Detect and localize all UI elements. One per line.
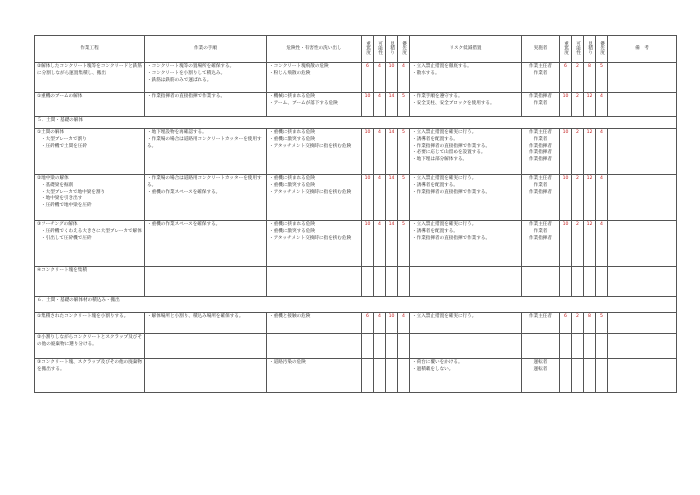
hazard-cell	[267, 221, 362, 267]
implementer-line: 作業者	[533, 100, 548, 106]
table-row	[35, 267, 677, 297]
hazard-cell	[267, 175, 362, 221]
measures-line: ・必要に応じて山留めを設置する。	[412, 150, 486, 156]
process-line: ①集積されたコンクリート塊を小割りする。	[37, 314, 129, 319]
hazard-line: ・重機に挟まれる危険	[269, 176, 315, 181]
measures-cell	[410, 267, 522, 297]
process-line: ・基礎梁を掘削	[41, 182, 74, 188]
remarks-cell	[608, 334, 677, 359]
process-cell	[35, 267, 145, 297]
measures-cell	[410, 359, 522, 393]
process-cell	[35, 129, 145, 175]
remarks-cell	[608, 359, 677, 393]
after-severity-cell: 6	[560, 63, 572, 93]
after-severity-cell: 10	[560, 175, 572, 221]
col-work-process: 作業工程	[35, 36, 145, 63]
likelihood-cell: 4	[374, 313, 386, 334]
implementer-line: 作業指揮者	[529, 143, 552, 149]
table-row	[35, 63, 677, 93]
hazard-line: ・粉じん飛散の危険	[269, 70, 311, 76]
section-title: ６．土間・基礎の解体材の積込み・搬出	[35, 297, 677, 313]
after-estimate-cell: 8	[584, 313, 596, 334]
remarks-cell	[608, 63, 677, 93]
col-severity: 重篤度	[362, 36, 374, 63]
after-estimate-cell: 12	[584, 175, 596, 221]
measures-cell	[410, 93, 522, 117]
severity-cell: 6	[362, 63, 374, 93]
process-line: ②小割りしながらコンクリートとスクラップ及びその他の廃棄物に選り分ける。	[37, 335, 142, 347]
after-estimate-cell	[584, 334, 596, 359]
implementer-cell	[522, 359, 560, 393]
after-likelihood-cell: 2	[572, 313, 584, 334]
hazard-line: ・アタッチメント交換時に指を挟む危険	[269, 235, 352, 241]
col-likelihood: 可能性	[374, 36, 386, 63]
estimate-cell: 14	[386, 175, 398, 221]
implementer-line: 作業者	[533, 228, 548, 234]
likelihood-cell	[374, 267, 386, 297]
hazard-line: ・コンクリート塊飛散の危険	[269, 64, 329, 69]
col-estimate: 見積り	[386, 36, 398, 63]
measures-cell	[410, 175, 522, 221]
col-estimate-after: 見積り	[584, 36, 596, 63]
estimate-cell: 14	[386, 129, 398, 175]
after-estimate-cell: 12	[584, 221, 596, 267]
after-estimate-cell: 8	[584, 63, 596, 93]
implementer-line: 作業主任者	[529, 314, 552, 319]
table-row	[35, 334, 677, 359]
measures-line: ・荷台に覆いをかける。	[412, 360, 463, 365]
implementer-line: 作業指揮者	[529, 189, 552, 195]
hazard-line: ・道路汚染の危険	[269, 360, 306, 365]
procedure-cell	[145, 93, 267, 117]
process-cell	[35, 93, 145, 117]
hazard-line: ・アタッチメント交換時に指を挟む危険	[269, 189, 352, 195]
priority-cell	[398, 334, 410, 359]
remarks-cell	[608, 129, 677, 175]
measures-line: ・作業指揮者の直接指揮で作業する。	[412, 143, 491, 149]
table-row	[35, 93, 677, 117]
likelihood-cell	[374, 359, 386, 393]
hazard-line: ・アタッチメント交換時に指を挟む危険	[269, 143, 352, 149]
procedure-cell	[145, 221, 267, 267]
likelihood-cell: 4	[374, 63, 386, 93]
estimate-cell: 10	[386, 63, 398, 93]
after-estimate-cell	[584, 359, 596, 393]
priority-cell: 5	[398, 129, 410, 175]
after-severity-cell	[560, 267, 572, 297]
procedure-line: ・作業指揮者の直接指揮で作業する。	[147, 94, 226, 99]
likelihood-cell: 4	[374, 175, 386, 221]
hazard-line: ・重機に挟まれる危険	[269, 222, 315, 227]
hazard-cell	[267, 334, 362, 359]
hazard-cell	[267, 63, 362, 93]
after-severity-cell: 6	[560, 313, 572, 334]
after-likelihood-cell: 2	[572, 93, 584, 117]
after-priority-cell: 5	[596, 313, 608, 334]
severity-cell	[362, 359, 374, 393]
after-likelihood-cell: 2	[572, 63, 584, 93]
after-estimate-cell: 12	[584, 93, 596, 117]
procedure-cell	[145, 334, 267, 359]
implementer-cell	[522, 175, 560, 221]
after-likelihood-cell	[572, 267, 584, 297]
hazard-line: ・機械に挟まれる危険	[269, 94, 315, 99]
procedure-line: ・作業場の場合は道路用コンクリートカッターを使用する。	[147, 136, 262, 149]
after-severity-cell: 10	[560, 93, 572, 117]
implementer-line: 作業者	[533, 70, 548, 76]
severity-cell: 10	[362, 93, 374, 117]
measures-line: ・作業手順を遵守する。	[412, 94, 463, 99]
process-line: ③フーチングの解体	[37, 222, 78, 227]
process-line: ②解体したコンクリート塊等をコンクリードと鉄筋に分割しながら運置集積し、搬出	[37, 64, 142, 76]
procedure-cell	[145, 63, 267, 93]
priority-cell	[398, 267, 410, 297]
after-likelihood-cell: 2	[572, 129, 584, 175]
priority-cell: 5	[398, 221, 410, 267]
measures-line: ・過積載をしない。	[412, 366, 454, 372]
procedure-cell	[145, 359, 267, 393]
measures-line: ・安全支柱、安全ブロックを使用する。	[412, 100, 495, 106]
process-cell	[35, 313, 145, 334]
after-priority-cell	[596, 334, 608, 359]
process-line: ・地中梁を引き出す	[41, 196, 83, 202]
section-row	[35, 117, 677, 129]
estimate-cell	[386, 334, 398, 359]
severity-cell	[362, 267, 374, 297]
after-priority-cell: 4	[596, 221, 608, 267]
hazard-line: ・重機に激突する危険	[269, 136, 315, 142]
remarks-cell	[608, 313, 677, 334]
estimate-cell: 14	[386, 93, 398, 117]
implementer-cell	[522, 267, 560, 297]
process-cell	[35, 175, 145, 221]
remarks-cell	[608, 93, 677, 117]
implementer-cell	[522, 221, 560, 267]
hazard-cell	[267, 359, 362, 393]
implementer-line: 作業主任者	[529, 222, 552, 227]
priority-cell: 5	[398, 93, 410, 117]
measures-line: ・誘導者を配置する。	[412, 136, 458, 142]
table-row	[35, 175, 677, 221]
process-cell	[35, 63, 145, 93]
severity-cell	[362, 334, 374, 359]
implementer-line: 作業主任者	[529, 64, 552, 69]
likelihood-cell: 4	[374, 221, 386, 267]
remarks-cell	[608, 221, 677, 267]
implementer-line: 運転者	[533, 366, 548, 372]
hazard-line: ・重機に挟まれる危険	[269, 130, 315, 135]
col-remarks: 備 考	[608, 36, 677, 63]
col-measures: リスク低減措置	[410, 36, 522, 63]
procedure-line: ・鉄筋は鉄筋のみで運ばれる。	[147, 77, 212, 83]
process-line: ①重機のブームの解体	[37, 94, 83, 99]
procedure-line: ・重機の作業スペースを確保する。	[147, 189, 221, 195]
col-hazard: 危険性・有害性の洗い出し	[267, 36, 362, 63]
procedure-line: ・作業場の場合は道路用コンクリートカッターを使用する。	[147, 176, 262, 188]
measures-cell	[410, 63, 522, 93]
measures-line: ・立入禁止措置を確実に行う。	[412, 314, 477, 319]
process-line: ・大型ブレーカで割り	[41, 136, 87, 142]
likelihood-cell	[374, 334, 386, 359]
risk-assessment-table	[34, 35, 677, 393]
process-line: ・引出して圧砕機で圧砕	[41, 235, 92, 241]
header-row	[35, 36, 677, 63]
measures-line: ・立入禁止措置を徹底する。	[412, 64, 472, 69]
table-row	[35, 359, 677, 393]
procedure-line: ・コンクリートを小割りして積込み。	[147, 70, 226, 76]
implementer-cell	[522, 313, 560, 334]
process-line: ④コンクリート塊を集積	[37, 268, 87, 273]
estimate-cell	[386, 359, 398, 393]
process-line: ・圧砕機でくわえる大きさに大型ブレーカで解体	[41, 228, 142, 234]
priority-cell: 5	[398, 175, 410, 221]
after-priority-cell: 4	[596, 175, 608, 221]
after-severity-cell: 10	[560, 129, 572, 175]
severity-cell: 6	[362, 313, 374, 334]
process-line: ③コンクリート塊、スクラップ及びその他の廃棄物を搬出する。	[37, 360, 142, 372]
remarks-cell	[608, 175, 677, 221]
after-priority-cell: 4	[596, 93, 608, 117]
procedure-cell	[145, 175, 267, 221]
priority-cell: 4	[398, 313, 410, 334]
implementer-line: 作業主任者	[529, 176, 552, 181]
col-priority-after: 優先度	[596, 36, 608, 63]
after-likelihood-cell	[572, 334, 584, 359]
after-likelihood-cell	[572, 359, 584, 393]
hazard-cell	[267, 267, 362, 297]
after-priority-cell: 5	[596, 63, 608, 93]
severity-cell: 10	[362, 129, 374, 175]
after-priority-cell	[596, 267, 608, 297]
estimate-cell: 14	[386, 221, 398, 267]
col-severity-after: 重篤度	[560, 36, 572, 63]
process-cell	[35, 221, 145, 267]
measures-line: ・誘導者を配置する。	[412, 228, 458, 234]
severity-cell: 10	[362, 221, 374, 267]
implementer-line: 作業主任者	[529, 130, 552, 135]
measures-cell	[410, 313, 522, 334]
after-likelihood-cell: 2	[572, 221, 584, 267]
section-title: ５．土間・基礎の解体	[35, 117, 677, 129]
implementer-cell	[522, 63, 560, 93]
after-severity-cell	[560, 359, 572, 393]
after-priority-cell: 4	[596, 129, 608, 175]
implementer-cell	[522, 334, 560, 359]
after-estimate-cell	[584, 267, 596, 297]
implementer-cell	[522, 129, 560, 175]
after-severity-cell: 10	[560, 221, 572, 267]
measures-line: ・立入禁止措置を確実に行う。	[412, 176, 477, 181]
hazard-cell	[267, 93, 362, 117]
measures-line: ・立入禁止措置を確実に行う。	[412, 130, 477, 135]
measures-cell	[410, 221, 522, 267]
procedure-line: ・重機の作業スペースを確保する。	[147, 222, 221, 227]
remarks-cell	[608, 267, 677, 297]
table-row	[35, 221, 677, 267]
after-severity-cell	[560, 334, 572, 359]
measures-cell	[410, 129, 522, 175]
measures-line: ・立入禁止措置を確実に行う。	[412, 222, 477, 227]
col-likelihood-after: 可能性	[572, 36, 584, 63]
measures-line: ・散水する。	[412, 70, 440, 76]
hazard-cell	[267, 313, 362, 334]
process-line: ・圧砕機で土間を圧砕	[41, 143, 87, 149]
process-cell	[35, 359, 145, 393]
implementer-line: 作業者	[533, 136, 548, 142]
priority-cell: 4	[398, 63, 410, 93]
process-cell	[35, 334, 145, 359]
priority-cell	[398, 359, 410, 393]
hazard-line: ・重機に激突する危険	[269, 228, 315, 234]
severity-cell: 10	[362, 175, 374, 221]
table-row	[35, 129, 677, 175]
after-priority-cell	[596, 359, 608, 393]
implementer-cell	[522, 93, 560, 117]
procedure-cell	[145, 267, 267, 297]
measures-line: ・地下埋は部分解体する。	[412, 157, 468, 163]
col-work-procedure: 作業の手順	[145, 36, 267, 63]
implementer-line: 作業指揮者	[529, 235, 552, 241]
procedure-line: ・解体場所と小割り、積込み場所を確保する。	[147, 314, 244, 319]
implementer-line: 運転者	[533, 360, 548, 365]
after-likelihood-cell: 2	[572, 175, 584, 221]
measures-line: ・作業指揮者の直接指揮で作業する。	[412, 189, 491, 195]
col-implementer: 実施者	[522, 36, 560, 63]
process-line: ・大型ブレーカで地中梁を割り	[41, 189, 106, 195]
process-line: ・圧砕機で地中梁を圧砕	[41, 203, 92, 209]
procedure-cell	[145, 313, 267, 334]
likelihood-cell: 4	[374, 129, 386, 175]
measures-line: ・誘導者を配置する。	[412, 182, 458, 188]
hazard-line: ・重機と接触の危険	[269, 314, 311, 319]
risk-assessment-sheet	[34, 35, 676, 455]
table-row	[35, 313, 677, 334]
procedure-line: ・コンクリート塊等の置場所を確保する。	[147, 64, 235, 69]
procedure-cell	[145, 129, 267, 175]
measures-cell	[410, 334, 522, 359]
likelihood-cell: 4	[374, 93, 386, 117]
implementer-line: 作業指揮者	[529, 94, 552, 99]
section-row	[35, 297, 677, 313]
hazard-cell	[267, 129, 362, 175]
process-line: ②地中梁の解体	[37, 176, 69, 181]
implementer-line: 作業指揮者	[529, 157, 552, 163]
hazard-line: ・重機に激突する危険	[269, 182, 315, 188]
estimate-cell	[386, 267, 398, 297]
after-estimate-cell: 12	[584, 129, 596, 175]
procedure-line: ・地下埋設物を再確認する。	[147, 130, 207, 135]
implementer-line: 作業指揮者	[529, 150, 552, 156]
estimate-cell: 10	[386, 313, 398, 334]
process-line: ①土間の解体	[37, 130, 65, 135]
hazard-line: ・アーム、ブームが落下する危険	[269, 100, 338, 106]
measures-line: ・作業指揮者の直接指揮で作業する。	[412, 235, 491, 241]
implementer-line: 作業者	[533, 182, 548, 188]
col-priority: 優先度	[398, 36, 410, 63]
